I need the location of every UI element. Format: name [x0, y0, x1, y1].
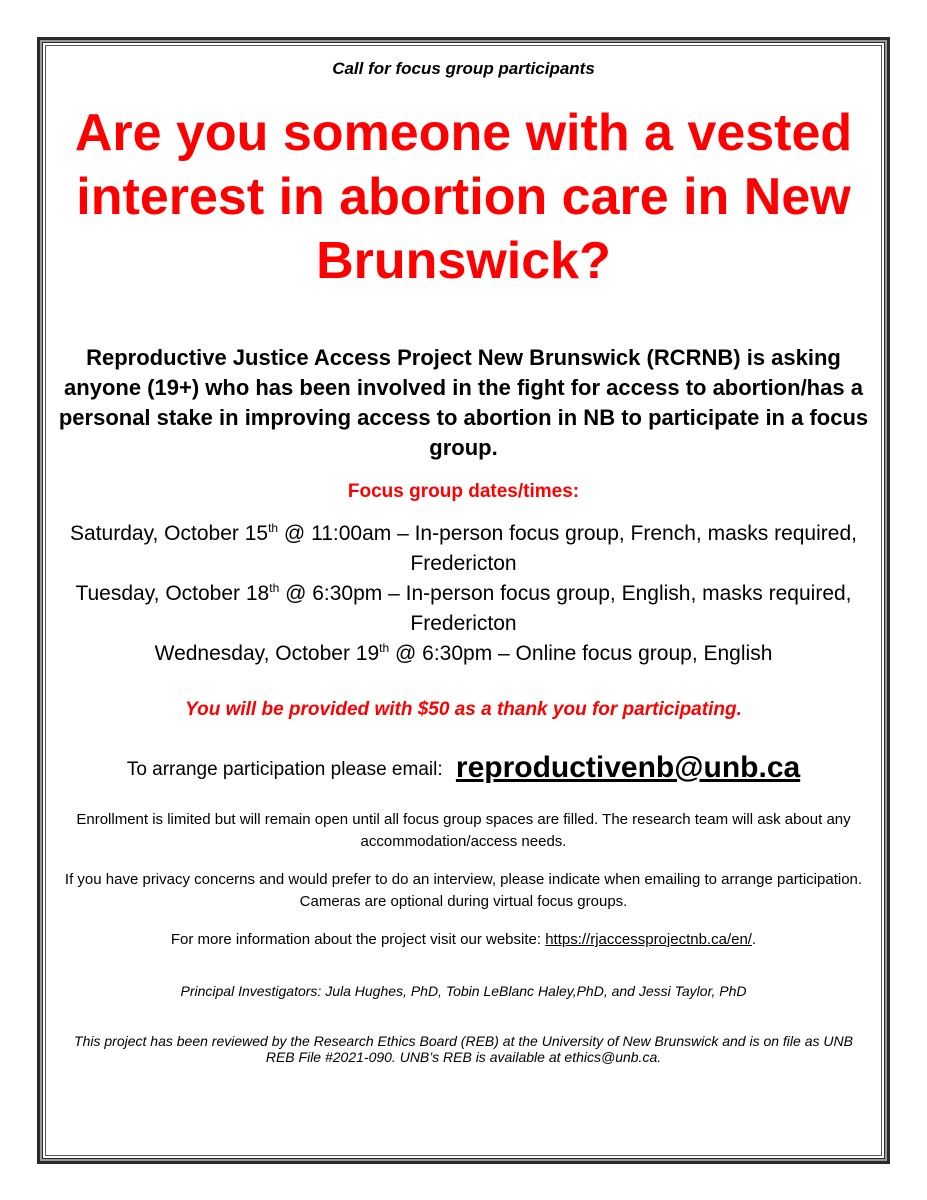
website-link[interactable]: https://rjaccessprojectnb.ca/en/ [545, 931, 752, 948]
contact-line [48, 751, 879, 785]
flyer [48, 48, 879, 1065]
website-label: For more information about the project visit our website: [170, 931, 542, 948]
session-item: Saturday, October 15th @ 11:00am – In-person focus group, French, masks required, Fredericton [70, 521, 857, 575]
session-item: Wednesday, October 19th @ 6:30pm – Online focus group, English [154, 641, 773, 665]
website-line: For more information about the project visit our website: https://rjaccessprojectnb.ca/en/. [170, 931, 757, 948]
dates-heading: Focus group dates/times: [347, 481, 580, 502]
session-item: Tuesday, October 18th @ 6:30pm – In-person focus group, English, masks required, Fredericton [75, 581, 852, 635]
privacy-note: If you have privacy concerns and would prefer to do an interview, please indicate when emailing to arrange participation. Cameras are optional during virtual focus groups. [64, 871, 863, 910]
email-link[interactable]: reproductivenb@unb.ca [455, 751, 801, 784]
contact-label: To arrange participation please email: [126, 759, 443, 780]
incentive-note: You will be provided with $50 as a thank you for participating. [185, 699, 742, 720]
reb-notice: This project has been reviewed by the Research Ethics Board (REB) at the University of New Brunswick and is on file as UNB REB File #2021-090. UNB’s REB is available at ethics@unb.ca. [74, 1033, 853, 1065]
principal-investigators: Principal Investigators: Jula Hughes, PhD, Tobin LeBlanc Haley,PhD, and Jessi Taylor, PhD [180, 983, 747, 999]
kicker-heading: Call for focus group participants [332, 59, 595, 78]
headline: Are you someone with a vested interest in abortion care in New Brunswick? [74, 104, 853, 290]
enrollment-note: Enrollment is limited but will remain open until all focus group spaces are filled. The research team will ask about any accommodation/access needs. [76, 811, 851, 850]
session-list [48, 519, 879, 669]
intro-paragraph: Reproductive Justice Access Project New Brunswick (RCRNB) is asking anyone (19+) who has been involved in the fight for access to abortion/has a personal stake in improving access to abortion in NB to participate in a focus group. [58, 345, 869, 460]
